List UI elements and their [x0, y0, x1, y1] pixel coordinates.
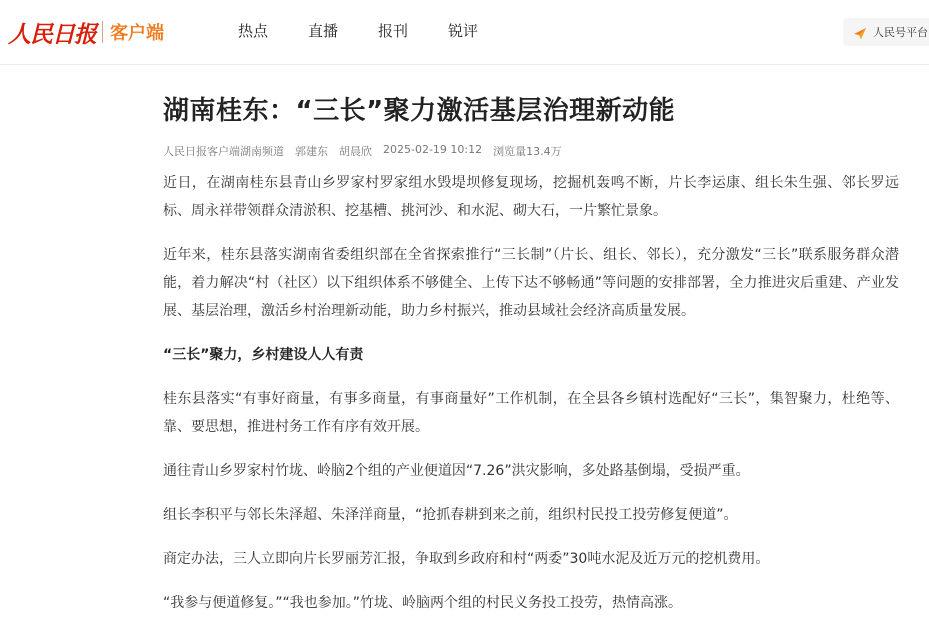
paragraph-1: 近日，在湖南桂东县青山乡罗家村罗家组水毁堤坝修复现场，挖掘机轰鸣不断，片长李运康、组长朱生强、邻长罗远标、周永祥带领群众清淤积、挖基槽、挑河沙、和水泥、砌大石，一片繁忙景象。 — [163, 175, 899, 219]
meta-author-2: 胡晨欣 — [339, 145, 372, 158]
article — [163, 90, 899, 633]
site-logo[interactable] — [8, 15, 164, 49]
paragraph-2: 近年来，桂东县落实湖南省委组织部在全省探索推行“三长制”（片长、组长、邻长），充分激发“三长”联系服务群众潜能，着力解决“村（社区）以下组织体系不够健全、上传下达不够畅通”等问题的安排部署，全力推进灾后重建、产业发展、基层治理，激活乡村治理新动能，助力乡村振兴，推动县域社会经济高质量发展。 — [163, 247, 899, 319]
article-title: 湖南桂东：“三长”聚力激活基层治理新动能 — [163, 96, 676, 126]
meta-datetime: 2025-02-19 10:12 — [383, 143, 483, 156]
nav-item-live[interactable]: 直播 — [308, 22, 339, 40]
logo-sub-text: 客户端 — [110, 23, 164, 44]
paragraph-6: 商定办法，三人立即向片长罗丽芳汇报，争取到乡政府和村“两委”30吨水泥及近万元的挖机费用。 — [163, 551, 770, 567]
paragraph-3: 桂东县落实“有事好商量，有事多商量，有事商量好”工作机制，在全县各乡镇村选配好“三长”，集智聚力，杜绝等、靠、要思想，推进村务工作有序有效开展。 — [163, 391, 899, 435]
main-nav — [238, 20, 518, 42]
meta-views: 浏览量13.4万 — [493, 145, 562, 158]
paragraph-5: 组长李积平与邻长朱泽超、朱泽洋商量，“抢抓春耕到来之前，组织村民投工投劳修复便道”。 — [163, 507, 738, 523]
top-navigation-bar — [0, 0, 929, 65]
article-meta — [163, 143, 899, 159]
logo-main-text: 人民日报 — [8, 20, 96, 48]
section-subheading: “三长”聚力，乡村建设人人有责 — [163, 347, 364, 363]
meta-source: 人民日报客户端湖南频道 — [163, 145, 284, 158]
nav-item-hot[interactable]: 热点 — [238, 22, 269, 40]
paper-plane-icon — [853, 25, 867, 39]
nav-item-commentary[interactable]: 锐评 — [448, 22, 479, 40]
meta-author-1: 郭建东 — [295, 145, 328, 158]
article-body — [163, 169, 899, 617]
logo-divider — [102, 21, 103, 43]
paragraph-7: “我参与便道修复。”“我也参加。”竹垅、岭脑两个组的村民义务投工投劳，热情高涨。 — [163, 595, 683, 611]
nav-item-newspaper[interactable]: 报刊 — [378, 22, 409, 40]
paragraph-4: 通往青山乡罗家村竹垅、岭脑2个组的产业便道因“7.26”洪灾影响，多处路基倒塌，受损严重。 — [163, 463, 750, 479]
people-platform-button[interactable] — [843, 18, 929, 46]
platform-button-label: 人民号平台 — [873, 26, 928, 39]
